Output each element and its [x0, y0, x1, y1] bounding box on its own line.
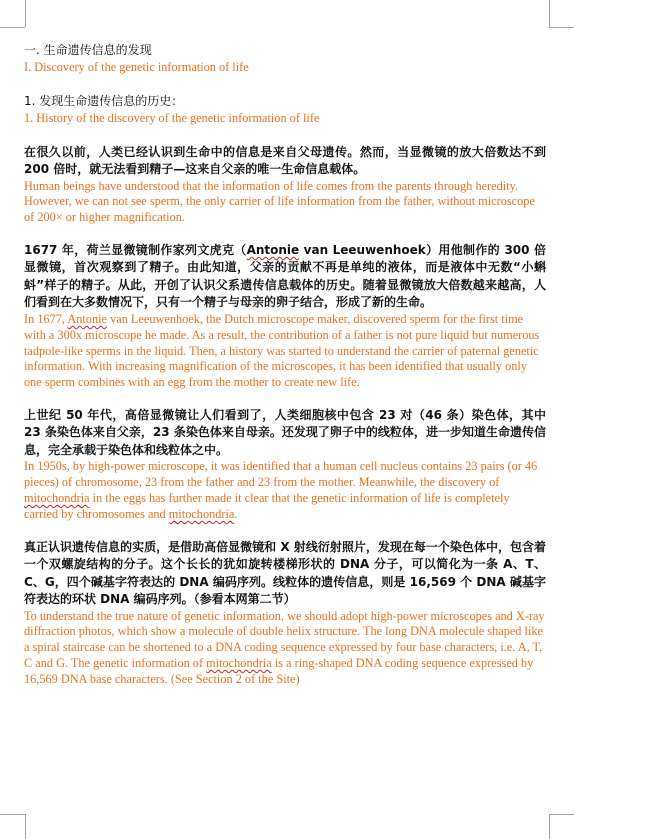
- paragraph-zh: [24, 242, 546, 312]
- section-heading-zh: 一. 生命遗传信息的发现: [24, 43, 152, 57]
- paragraph-1: [24, 144, 546, 226]
- paragraph-en: [24, 459, 546, 522]
- crop-mark-bottom-left-h: [0, 814, 25, 815]
- text-run: in the eggs has further made it clear that the genetic information of life is completely carried by chromosomes and: [24, 491, 510, 521]
- spellcheck-word: mitochondria: [206, 656, 272, 671]
- crop-mark-top-right-v: [549, 0, 550, 27]
- text-run: To understand the true nature of genetic information, we should adopt high-power microscopes and X-ray diffraction photos, which show a molecule of double helix structure. The long DNA molecule shaped like a spiral staircase can be shortened to a DNA coding sequence expressed by four base characters, i.e. A, T, C and G. The genetic information of: [24, 608, 545, 671]
- spellcheck-word: mitochondria: [168, 506, 235, 521]
- subsection-heading-zh: 1. 发现生命遗传信息的历史：: [24, 94, 184, 109]
- crop-mark-top-left-v: [25, 0, 26, 27]
- paragraph-zh: 在很久以前，人类已经认识到生命中的信息是来自父母遗传。然而，当显微镜的放大倍数达不到 200 倍时，就无法看到精子—这来自父亲的唯一生命信息载体。: [24, 144, 546, 177]
- text-run: In 1677,: [24, 311, 68, 326]
- paragraph-4: [24, 539, 546, 688]
- section-heading-en: I. Discovery of the genetic information of life: [24, 59, 249, 74]
- text-run: van Leeuwenhoek）用他制作的 300 倍显微镜，首次观察到了精子。由此知道，父亲的贡献不再是单纯的液体，而是液体中无数“小蝌蚪”样子的精子。从此，开创了认识父系遗传信息载体的历史。随着显微镜放大倍数越来越高，人们看到在大多数情况下，只有一个精子与母亲的卵子结合，形成了新的生命。: [24, 242, 546, 310]
- crop-mark-top-left-h: [0, 27, 25, 28]
- paragraph-3: [24, 407, 546, 523]
- text-run: van Leeuwenhoek, the Dutch microscope maker, discovered sperm for the first time with a 300x microscope he made. As a result, the contribution of a father is not pure liquid but numerous tadpole-like sperms in the liquid. Then, a history was started to understand the carrier of paternal genetic information. With increasing magnification of the microscopes, it has been identified that usually only one sperm combines with an egg from the mother to create new life.: [24, 311, 540, 390]
- text-run: In 1950s, by high-power microscope, it was identified that a human cell nucleus contains 23 pairs (or 46 pieces) of chromosome, 23 from the father and 23 from the mother. Meanwhile, the discovery of: [24, 459, 538, 490]
- paragraph-zh: 上世纪 50 年代，高倍显微镜让人们看到了，人类细胞核中包含 23 对（46 条）染色体，其中 23 条染色体来自父亲，23 条染色体来自母亲。还发现了卵子中的线粒体，进一步知道生命遗传信息，完全承载于染色体和线粒体之中。: [24, 407, 546, 457]
- paragraph-zh: 真正认识遗传信息的实质，是借助高倍显微镜和 X 射线衍射照片，发现在每一个染色体中，包含着一个双螺旋结构的分子。这个长长的犹如旋转楼梯形状的 DNA 分子，可以简化为一条 A、T、C、G，四个碱基字符表达的 DNA 编码序列。线粒体的遗传信息，则是 16,569 个 DNA 碱基字符表达的环状 DNA 编码序列。（参看本网第二节）: [24, 539, 546, 607]
- text-run: 1677 年，荷兰显微镜制作家列文虎克（: [24, 242, 247, 257]
- text-run: is a ring-shaped DNA coding sequence expressed by 16,569 DNA base characters. (See Section 2 of the Site): [24, 656, 534, 686]
- paragraph-en: Human beings have understood that the information of life comes from the parents through heredity. However, we can not see sperm, the only carrier of life information from the father, without microscope of 200× or higher magnification.: [24, 178, 535, 225]
- text-run: .: [234, 506, 238, 521]
- paragraph-2: [24, 242, 546, 391]
- subsection-heading-en: 1. History of the discovery of the genetic information of life: [24, 110, 320, 125]
- crop-mark-bottom-left-v: [25, 814, 26, 839]
- crop-mark-bottom-right-v: [549, 814, 550, 839]
- crop-mark-bottom-right-h: [549, 814, 574, 815]
- spellcheck-word: Antonie: [246, 242, 300, 257]
- crop-mark-top-right-h: [549, 27, 574, 28]
- spellcheck-word: Antonie: [67, 311, 108, 326]
- spellcheck-word: mitochondria: [24, 491, 90, 506]
- paragraph-en: [24, 312, 546, 391]
- document-body[interactable]: [24, 42, 546, 688]
- paragraph-en: [24, 609, 546, 688]
